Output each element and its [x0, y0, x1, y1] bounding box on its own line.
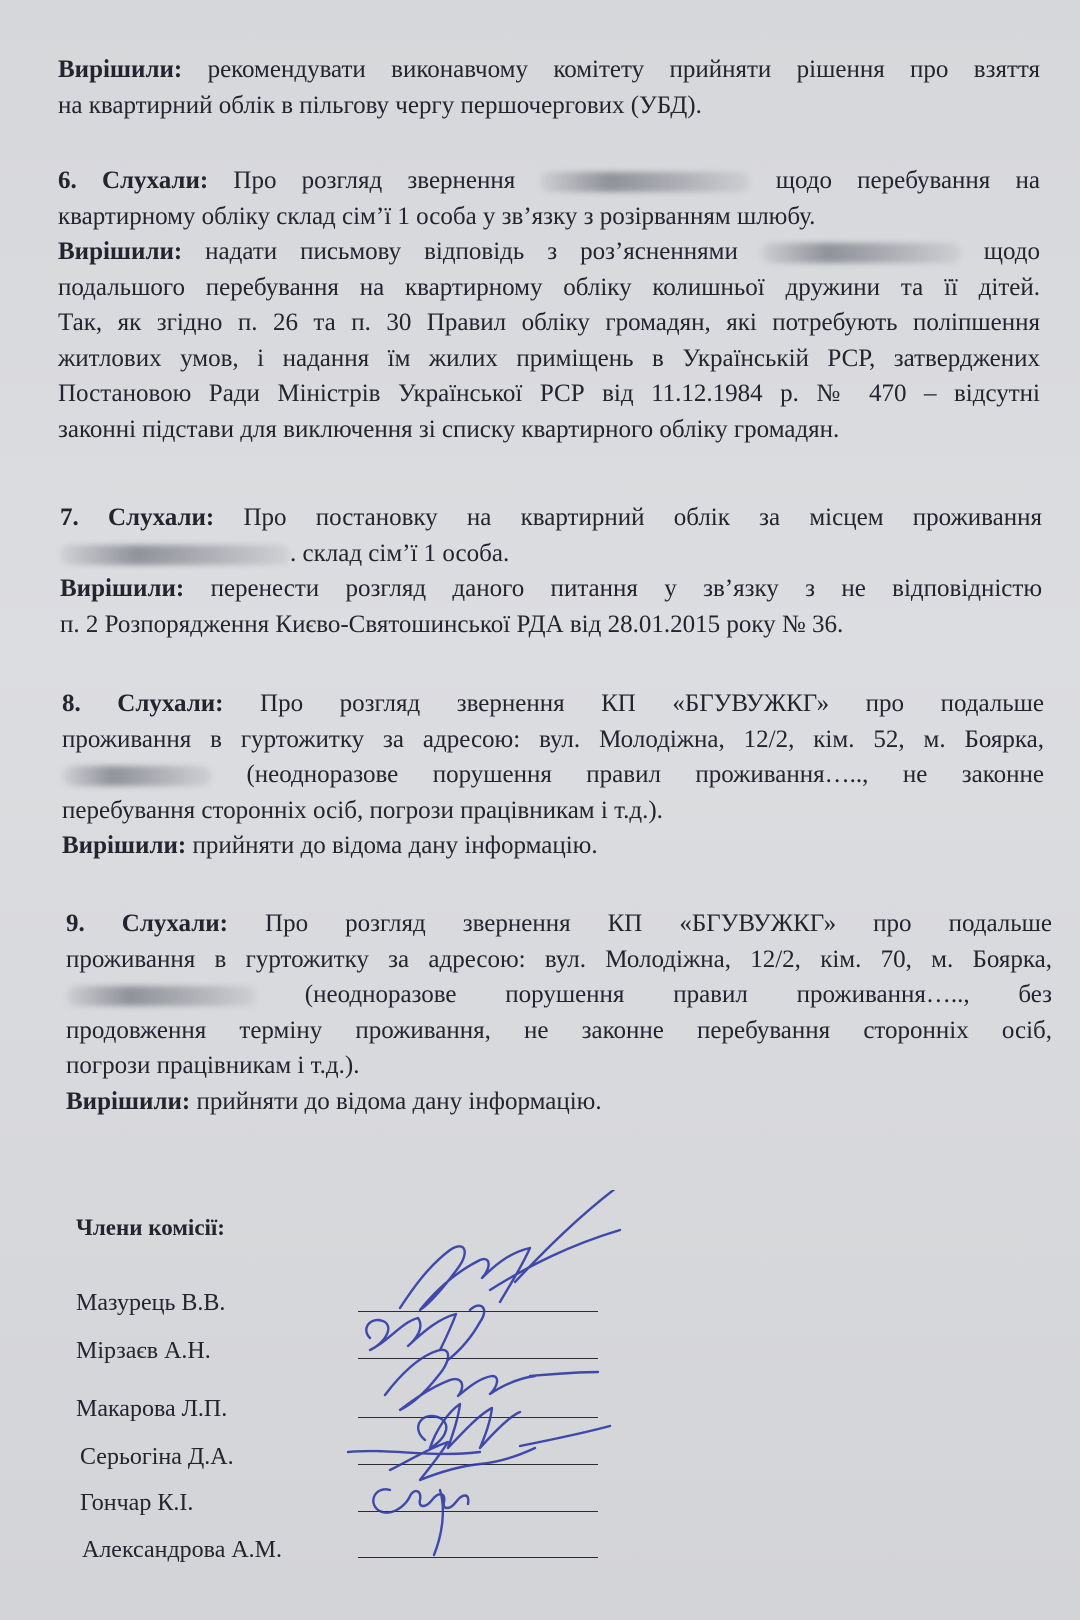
- heard-text: квартирному обліку склад сім’ї 1 особа у зв’язку з розірванням шлюбу.: [58, 202, 816, 230]
- heard-text: проживання в гуртожитку за адресою: вул. Молодіжна, 12/2, кім. 52, м. Боярка,: [62, 725, 1044, 753]
- heard-label: 9. Слухали:: [66, 910, 229, 937]
- heard-text: Про розгляд звернення КП «БГУВУЖКГ» про подальше: [265, 910, 1052, 937]
- member-name: Александрова А.М.: [82, 1537, 283, 1563]
- signature-1-tail: [490, 1230, 620, 1290]
- signature-1: [400, 1190, 620, 1310]
- heard-text: проживання в гуртожитку за адресою: вул. Молодіжна, 12/2, кім. 70, м. Боярка,: [66, 945, 1052, 973]
- member-name: Макарова Л.П.: [76, 1396, 228, 1422]
- redacted-name: [66, 986, 256, 1006]
- resolved-text: прийняти до відома дану інформацію.: [192, 832, 598, 859]
- item5-resolution: [58, 52, 1040, 123]
- heard-text: Про розгляд звернення КП «БГУВУЖКГ» про подальше: [260, 690, 1044, 717]
- heard-text: погрози працівникам і т.д.).: [66, 1052, 360, 1079]
- resolved-text: п. 2 Розпорядження Києво-Святошинської РДА від 28.01.2015 року № 36.: [60, 610, 844, 638]
- item7: [60, 500, 1042, 642]
- resolved-label: Вирішили:: [66, 1087, 191, 1115]
- redacted-name: [60, 545, 290, 565]
- signatures-drawing: [330, 1190, 660, 1610]
- signature-5: [348, 1426, 610, 1480]
- resolved-label: Вирішили:: [58, 238, 183, 265]
- redacted-name: [761, 243, 961, 263]
- signature-4: [418, 1404, 520, 1448]
- item8: [62, 686, 1044, 864]
- resolved-label: Вирішили:: [62, 832, 187, 859]
- item6: [58, 163, 1040, 447]
- heard-text: перебування сторонніх осіб, погрози працівникам і т.д.).: [62, 796, 663, 824]
- signature-3: [385, 1350, 598, 1410]
- signature-2: [366, 1306, 484, 1360]
- member-name: Серьогіна Д.А.: [80, 1444, 234, 1470]
- resolved-label: Вирішили:: [60, 575, 185, 602]
- resolved-text: прийняти до відома дану інформацію.: [196, 1087, 602, 1115]
- heard-text: Про постановку на квартирний облік за місцем проживання: [243, 504, 1042, 531]
- resolved-text: Так, як згідно п. 26 та п. 30 Правил обліку громадян, які потребують поліпшення: [58, 309, 1040, 336]
- resolved-text: житлових умов, і надання їм жилих приміщень в Українській РСР, затверджених: [58, 344, 1040, 372]
- member-name: Мазурець В.В.: [76, 1290, 226, 1316]
- heard-label: 8. Слухали:: [62, 690, 224, 717]
- resolved-text: перенести розгляд даного питання у зв’язку з не відповідністю: [210, 575, 1043, 602]
- heard-text: (неодноразове порушення правил проживання….., без: [304, 981, 1053, 1008]
- heard-label: 6. Слухали:: [58, 167, 209, 194]
- commission-title: Члени комісії:: [76, 1215, 225, 1240]
- heard-label: 7. Слухали:: [60, 504, 215, 531]
- resolved-text: законні підстави для виключення зі списку квартирного обліку громадян.: [58, 415, 840, 443]
- resolved-text: рекомендувати виконавчому комітету прийняти рішення про взяття: [207, 56, 1040, 83]
- heard-text: . склад сім’ї 1 особа.: [290, 539, 510, 567]
- member-name: Гончар К.І.: [80, 1490, 194, 1516]
- redacted-name: [62, 766, 212, 786]
- heard-text: (неодноразове порушення правил проживання….., не законне: [246, 761, 1044, 788]
- resolved-text: на квартирний облік в пільгову чергу першочергових (УБД).: [58, 91, 702, 119]
- item9: [66, 906, 1052, 1119]
- redacted-name: [540, 172, 750, 192]
- resolved-text: щодо: [983, 238, 1041, 265]
- resolved-label: Вирішили:: [58, 56, 183, 83]
- heard-text: Про розгляд звернення: [233, 167, 516, 194]
- member-name: Мірзаєв А.Н.: [76, 1338, 211, 1364]
- heard-text: щодо перебування на: [775, 167, 1040, 194]
- resolved-text: надати письмову відповідь з роз’ясненнями: [205, 238, 738, 265]
- resolved-text: подальшого перебування на квартирному обліку колишньої дружини та її дітей.: [58, 273, 1040, 301]
- resolved-text: Постановою Ради Міністрів Української РСР від 11.12.1984 р. № 470 – відсутні: [58, 380, 1040, 407]
- signature-6: [373, 1489, 468, 1555]
- heard-text: продовження терміну проживання, не законне перебування сторонніх осіб,: [66, 1016, 1052, 1044]
